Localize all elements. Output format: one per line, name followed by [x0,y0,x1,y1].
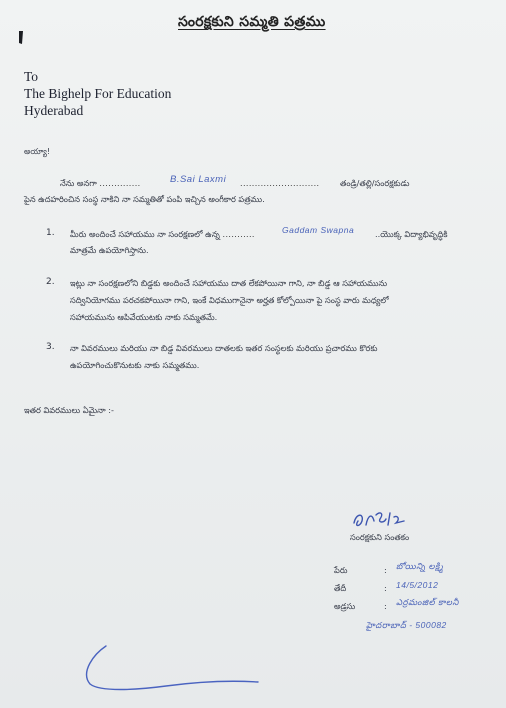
field-value-address: ఎర్రమంజిల్ కాలనీ [396,597,459,607]
item-2-line-2: సద్వినియోగము పరచకపోయినా గాని, ఇంకే విధముగానైనా అర్హత కోల్పోయినా పై సంస్థ వారు మధ్యలో [70,295,389,305]
intro-line-2: పైన ఉదహరించిన సంస్థ నాకిని నా సమ్మతితో పంపి ఇచ్చిన అంగీకార పత్రము. [24,194,265,204]
item-1-prefix: మీరు అందించే సహాయము నా సంరక్షణలో ఉన్న [70,229,223,239]
letter-title: సంరక్షకుని సమ్మతి పత్రము [178,14,326,30]
field-colon-address: : [384,601,387,611]
item-number-1: 1. [46,228,55,238]
field-value-date: 14/5/2012 [396,580,439,590]
svg-text:B Sai L: B Sai L [350,507,354,508]
field-label-address: అడ్రసు [334,601,356,611]
scan-mark-icon [16,30,26,46]
item-1-suffix: ..యొక్క విద్యాభివృద్ధికి [375,229,448,239]
recipient-organization: The Bighelp For Education [24,86,172,101]
intro-line-1 [60,178,141,190]
guardian-name-handwritten: B.Sai Laxmi [170,174,227,185]
intro-prefix: నేను అనగా [60,178,100,188]
intro-dots-a: .............. [99,179,141,188]
salutation: అయ్యా! [24,147,51,156]
field-label-name: పేరు [334,565,348,575]
pen-stroke-mark [76,636,266,696]
field-value-address-line-2: హైదరాబాద్ - 500082 [366,620,447,630]
item-2-line-1: ఇట్లు నా సంరక్షణలోని బిడ్డకు అందించే సహాయము దాత లేకపోయినా గాని, నా బిడ్డ ఆ సహాయమును [70,278,388,288]
other-details-label: ఇతర వివరములు ఏమైనా :- [24,405,115,415]
signature-label: సంరక్షకుని సంతకం [350,532,410,542]
item-2-line-3: సహాయమును ఆపివేయుటకు నాకు సమ్మతమే. [70,312,218,322]
student-name-handwritten: Gaddam Swapna [282,225,355,235]
field-value-name: బోయిన్ని లక్ష్మి [396,561,444,571]
item-number-2: 2. [46,277,55,287]
item-3-line-2: ఉపయోగించుకొనుటకు నాకు సమ్మతము. [70,360,200,370]
recipient-city: Hyderabad [24,103,84,118]
item-1-line-1 [70,229,255,241]
intro-suffix: తండ్రి/తల్లి/సంరక్షకుడు [340,178,410,188]
item-1-dots: ........... [222,230,255,239]
intro-dots-b: ........................... [240,179,320,188]
guardian-signature [350,507,410,531]
field-colon-name: : [384,565,387,575]
field-label-date: తేదీ [334,583,347,593]
item-1-line-2: మాత్రమే ఉపయోగిస్తాను. [70,245,149,255]
field-colon-date: : [384,583,387,593]
recipient-to: To [24,69,39,84]
item-3-line-1: నా వివరములు మరియు నా బిడ్డ వివరములు దాతలకు ఇతర సంస్థలకు మరియు ప్రచారము కొరకు [70,343,378,353]
item-number-3: 3. [46,342,55,352]
